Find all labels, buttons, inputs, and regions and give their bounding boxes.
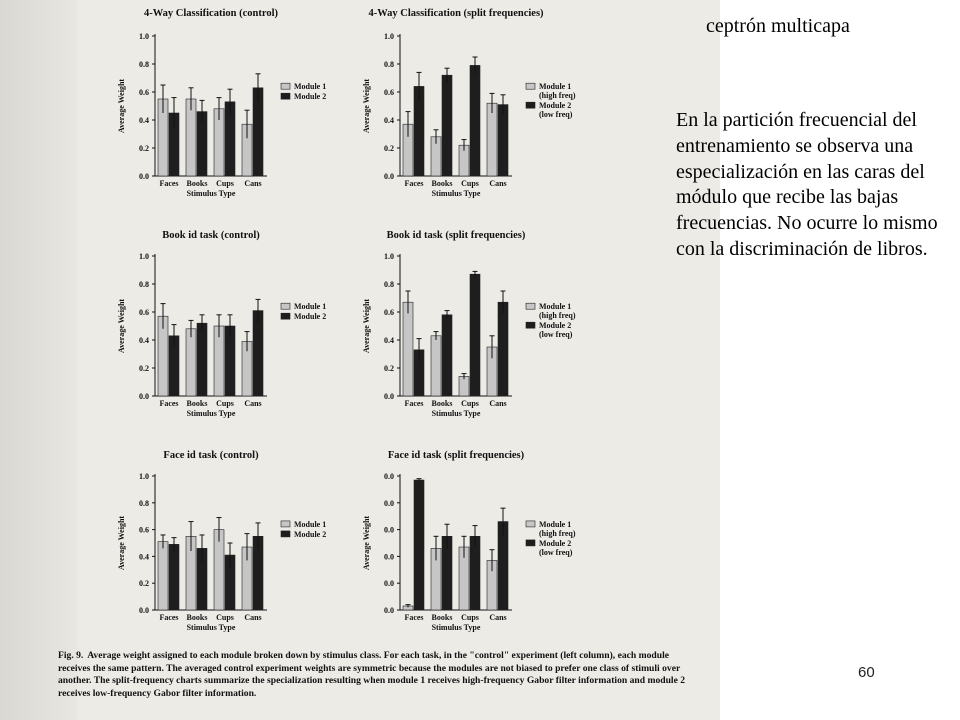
y-tick-label: 0.0 [384,172,394,181]
x-tick-label: Cups [461,179,479,188]
bar-faces-module1 [403,302,413,396]
x-tick-label: Faces [159,613,179,622]
legend-swatch-module2 [281,93,290,99]
y-tick-label: 0.4 [384,336,394,345]
chart-face-split-svg [345,446,595,646]
bar-cans-module2 [253,311,263,396]
y-tick-label: 0.8 [139,498,149,508]
y-tick-label: 0.0 [384,525,394,535]
chart-title: Face id task (control) [163,450,259,461]
x-tick-label: Cans [489,613,507,622]
legend-label-module1: Module 1 [539,82,572,92]
legend-swatch-module2 [526,322,535,328]
bar-books-module1 [431,336,441,396]
y-tick-label: 0.8 [139,60,149,69]
scan-margin [0,0,78,720]
x-tick-label: Cups [216,179,234,188]
x-tick-label: Books [431,613,453,622]
chart-face-control-svg [100,446,350,646]
chart-face-split [345,446,595,646]
x-tick-label: Books [186,179,208,188]
y-tick-label: 0.0 [384,472,394,481]
legend-swatch-module1 [526,83,535,89]
x-tick-label: Cans [489,179,507,188]
y-tick-label: 0.8 [139,280,149,289]
chart-4way-control [100,4,350,214]
legend-swatch-module1 [526,303,535,309]
y-tick-label: 0.4 [139,116,149,125]
y-tick-label: 0.8 [384,280,394,289]
y-tick-label: 0.8 [384,60,394,69]
legend-label-module1: Module 1 [294,82,327,92]
bar-faces-module2 [169,544,179,610]
legend-swatch-module2 [281,313,290,319]
bar-cans-module1 [487,103,497,176]
x-tick-label: Cans [244,613,262,622]
bar-books-module2 [197,323,207,396]
x-tick-label: Cans [244,179,262,188]
legend-swatch-module2 [281,531,290,537]
bar-cans-module2 [498,302,508,396]
x-tick-label: Cups [461,399,479,408]
legend-label-module2: Module 2 [294,312,327,322]
legend-sublabel-module2: (low freq) [539,110,573,120]
y-tick-label: 0.2 [384,144,394,153]
legend-sublabel-module1: (high freq) [539,311,576,321]
figure-caption [58,650,698,700]
x-tick-label: Cans [244,399,262,408]
y-tick-label: 1.0 [384,32,394,41]
chart-title: 4-Way Classification (split frequencies) [368,8,544,19]
y-tick-label: 0.4 [139,552,149,562]
chart-4way-split-svg [345,4,595,214]
y-tick-label: 0.0 [384,579,394,589]
legend-label-module2: Module 2 [539,321,572,331]
legend-swatch-module2 [526,102,535,108]
y-axis-label: Average Weight [362,78,371,134]
y-tick-label: 0.2 [139,364,149,373]
chart-book-control [100,226,350,436]
x-axis-label: Stimulus Type [186,623,236,632]
x-tick-label: Books [431,399,453,408]
bar-books-module1 [186,99,196,176]
y-tick-label: 0.2 [139,579,149,589]
chart-book-control-svg [100,226,350,436]
legend-label-module1: Module 1 [539,519,572,529]
bar-cups-module1 [459,376,469,396]
chart-title: Book id task (split frequencies) [386,230,526,241]
legend-swatch-module2 [526,540,535,546]
x-axis-label: Stimulus Type [186,189,236,198]
x-tick-label: Cups [216,399,234,408]
y-tick-label: 0.2 [139,144,149,153]
bar-faces-module2 [414,480,424,610]
x-tick-label: Books [186,613,208,622]
y-axis-label: Average Weight [117,515,126,571]
figure-caption-text: Average weight assigned to each module broken down by stimulus class. For each task, in the "control" experiment (left column), each module receives the same pattern. The averaged control experiment weights are symmetric because the modules are not biased to prefer one class of stimuli over another. The split-frequency charts summarize the specialization resulting when module 1 receives high-frequency Gabor filter information and module 2 receives low-frequency Gabor filter information. [58,650,686,699]
y-axis-label: Average Weight [362,298,371,354]
chart-title: Book id task (control) [162,230,260,241]
y-tick-label: 0.2 [384,364,394,373]
y-tick-label: 0.6 [139,88,149,97]
x-axis-label: Stimulus Type [431,409,481,418]
y-tick-label: 0.6 [384,308,394,317]
y-tick-label: 0.0 [139,172,149,181]
chart-book-split-svg [345,226,595,436]
chart-4way-split [345,4,595,214]
y-tick-label: 1.0 [384,252,394,261]
chart-face-control [100,446,350,646]
legend-sublabel-module2: (low freq) [539,330,573,340]
y-tick-label: 1.0 [139,32,149,41]
y-tick-label: 0.6 [139,308,149,317]
y-axis-label: Average Weight [117,298,126,354]
x-tick-label: Books [431,179,453,188]
legend-label-module1: Module 1 [294,302,327,312]
bar-books-module1 [186,329,196,396]
legend-label-module2: Module 2 [294,529,327,539]
y-axis-label: Average Weight [117,78,126,134]
bar-cans-module2 [498,105,508,176]
slide-body-text: En la partición frecuencial del entrenamiento se observa una especialización en las caras del módulo que recibe las bajas frecuencias. No ocurre lo mismo con la discriminación de libros. [676,109,938,260]
x-tick-label: Cans [489,399,507,408]
x-tick-label: Faces [159,399,179,408]
legend-label-module2: Module 2 [539,538,572,548]
y-tick-label: 0.6 [384,88,394,97]
legend-sublabel-module1: (high freq) [539,528,576,538]
bar-faces-module1 [158,542,168,610]
x-axis-label: Stimulus Type [431,189,481,198]
x-axis-label: Stimulus Type [431,623,481,632]
bar-books-module2 [442,315,452,396]
y-tick-label: 0.0 [139,606,149,615]
bar-cups-module2 [470,274,480,396]
y-tick-label: 0.0 [384,498,394,508]
y-tick-label: 0.6 [139,525,149,535]
chart-book-split [345,226,595,436]
bar-books-module2 [442,75,452,176]
legend-sublabel-module2: (low freq) [539,547,573,557]
legend-swatch-module1 [281,303,290,309]
legend-label-module1: Module 1 [294,519,327,529]
x-tick-label: Faces [404,179,424,188]
x-axis-label: Stimulus Type [186,409,236,418]
legend-label-module2: Module 2 [294,92,327,102]
figure-caption-label: Fig. 9. [58,650,84,661]
x-tick-label: Faces [404,613,424,622]
legend-label-module1: Module 1 [539,302,572,312]
bar-cups-module2 [470,536,480,610]
x-tick-label: Faces [159,179,179,188]
page-number: 60 [858,664,875,681]
y-tick-label: 0.4 [384,116,394,125]
x-tick-label: Cups [216,613,234,622]
y-tick-label: 0.0 [384,606,394,615]
legend-swatch-module1 [526,521,535,527]
y-tick-label: 1.0 [139,472,149,481]
chart-4way-control-svg [100,4,350,214]
y-tick-label: 0.0 [139,392,149,401]
bar-cups-module2 [470,65,480,176]
legend-label-module2: Module 2 [539,101,572,111]
y-tick-label: 0.4 [139,336,149,345]
x-tick-label: Faces [404,399,424,408]
legend-sublabel-module1: (high freq) [539,91,576,101]
chart-title: 4-Way Classification (control) [144,8,278,19]
y-tick-label: 1.0 [139,252,149,261]
legend-swatch-module1 [281,521,290,527]
y-tick-label: 0.0 [384,552,394,562]
x-tick-label: Cups [461,613,479,622]
x-tick-label: Books [186,399,208,408]
y-tick-label: 0.0 [384,392,394,401]
slide-title: ceptrón multicapa [706,15,850,37]
chart-title: Face id task (split frequencies) [387,450,525,461]
legend-swatch-module1 [281,83,290,89]
y-axis-label: Average Weight [362,515,371,571]
